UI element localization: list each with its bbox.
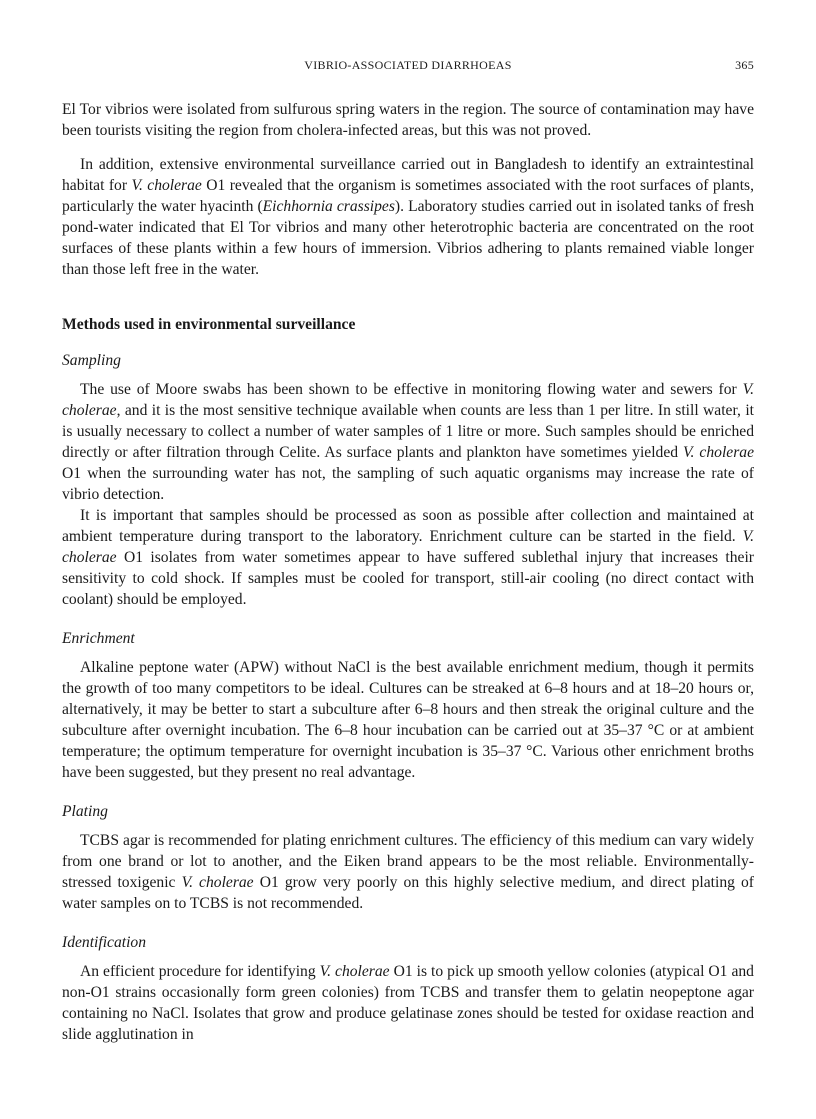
paragraph-plating: TCBS agar is recommended for plating enrichment cultures. The efficiency of this medium can vary widely from one brand or lot to another, and the Eiken brand appears to be the most reliable. Environmentally-stressed toxigenic V. cholerae O1 grow very poorly on this highly selective medium, and direct plating of water samples on to TCBS is not recommended. <box>62 832 754 912</box>
species-name: V. cholerae <box>131 177 202 194</box>
species-name: V. cholerae <box>319 963 390 980</box>
subheading-plating: Plating <box>62 803 108 820</box>
species-name: V. cholerae <box>683 444 754 461</box>
subheading-identification: Identification <box>62 934 147 951</box>
subheading-sampling: Sampling <box>62 352 121 369</box>
page-number: 365 <box>735 58 754 72</box>
paragraph-identification: An efficient procedure for identifying V. cholerae O1 is to pick up smooth yellow colonies (atypical O1 and non-O1 strains occasionally form green colonies) from TCBS and transfer them to gelatin neopeptone agar containing no NaCl. Isolates that grow and produce gelatinase zones should be tested for oxidase reaction and slide agglutination in <box>62 963 754 1043</box>
paragraph-continued: El Tor vibrios were isolated from sulfurous spring waters in the region. The source of contamination may have been tourists visiting the region from cholera-infected areas, but this was not proved. <box>62 101 754 139</box>
section-heading: Methods used in environmental surveillance <box>62 316 356 333</box>
paragraph-enrichment: Alkaline peptone water (APW) without NaCl is the best available enrichment medium, though it permits the growth of too many competitors to be ideal. Cultures can be streaked at 6–8 hours and at 18–20 hours or, alternatively, it may be better to start a subculture after 6–8 hours and then streak the original culture and the subculture after overnight incubation. The 6–8 hour incubation can be carried out at 35–37 °C or at ambient temperature; the optimum temperature for overnight incubation is 35–37 °C. Various other enrichment broths have been suggested, but they present no real advantage. <box>62 659 754 781</box>
body-text <box>62 99 754 1045</box>
paragraph-sampling-2: It is important that samples should be processed as soon as possible after collection and maintained at ambient temperature during transport to the laboratory. Enrichment culture can be started in the field. V. cholerae O1 isolates from water sometimes appear to have suffered sublethal injury that increases their sensitivity to cold shock. If samples must be cooled for transport, still-air cooling (no direct contact with coolant) should be employed. <box>62 507 754 608</box>
species-name: Eichhornia crassipes <box>262 198 395 215</box>
species-name: V. cholerae <box>62 381 754 419</box>
running-head-title: VIBRIO-ASSOCIATED DIARRHOEAS <box>304 58 512 72</box>
species-name: V. cholerae <box>62 528 754 566</box>
paragraph-bangladesh: In addition, extensive environmental surveillance carried out in Bangladesh to identify an extraintestinal habitat for V. cholerae O1 revealed that the organism is sometimes associated with the root surfaces of plants, particularly the water hyacinth (Eichhornia crassipes). Laboratory studies carried out in isolated tanks of fresh pond-water indicated that El Tor vibrios and many other heterotrophic bacteria are concentrated on the root surfaces of these plants within a few hours of immersion. Vibrios adhering to plants remained viable longer than those left free in the water. <box>62 156 754 278</box>
subheading-enrichment: Enrichment <box>62 630 135 647</box>
species-name: V. cholerae <box>181 874 254 891</box>
paragraph-sampling-1: The use of Moore swabs has been shown to be effective in monitoring flowing water and sewers for V. cholerae, and it is the most sensitive technique available when counts are less than 1 per litre. In still water, it is usually necessary to collect a number of water samples of 1 litre or more. Such samples should be enriched directly or after filtration through Celite. As surface plants and plankton have sometimes yielded V. cholerae O1 when the surrounding water has not, the sampling of such aquatic organisms may increase the rate of vibrio detection. <box>62 381 754 503</box>
